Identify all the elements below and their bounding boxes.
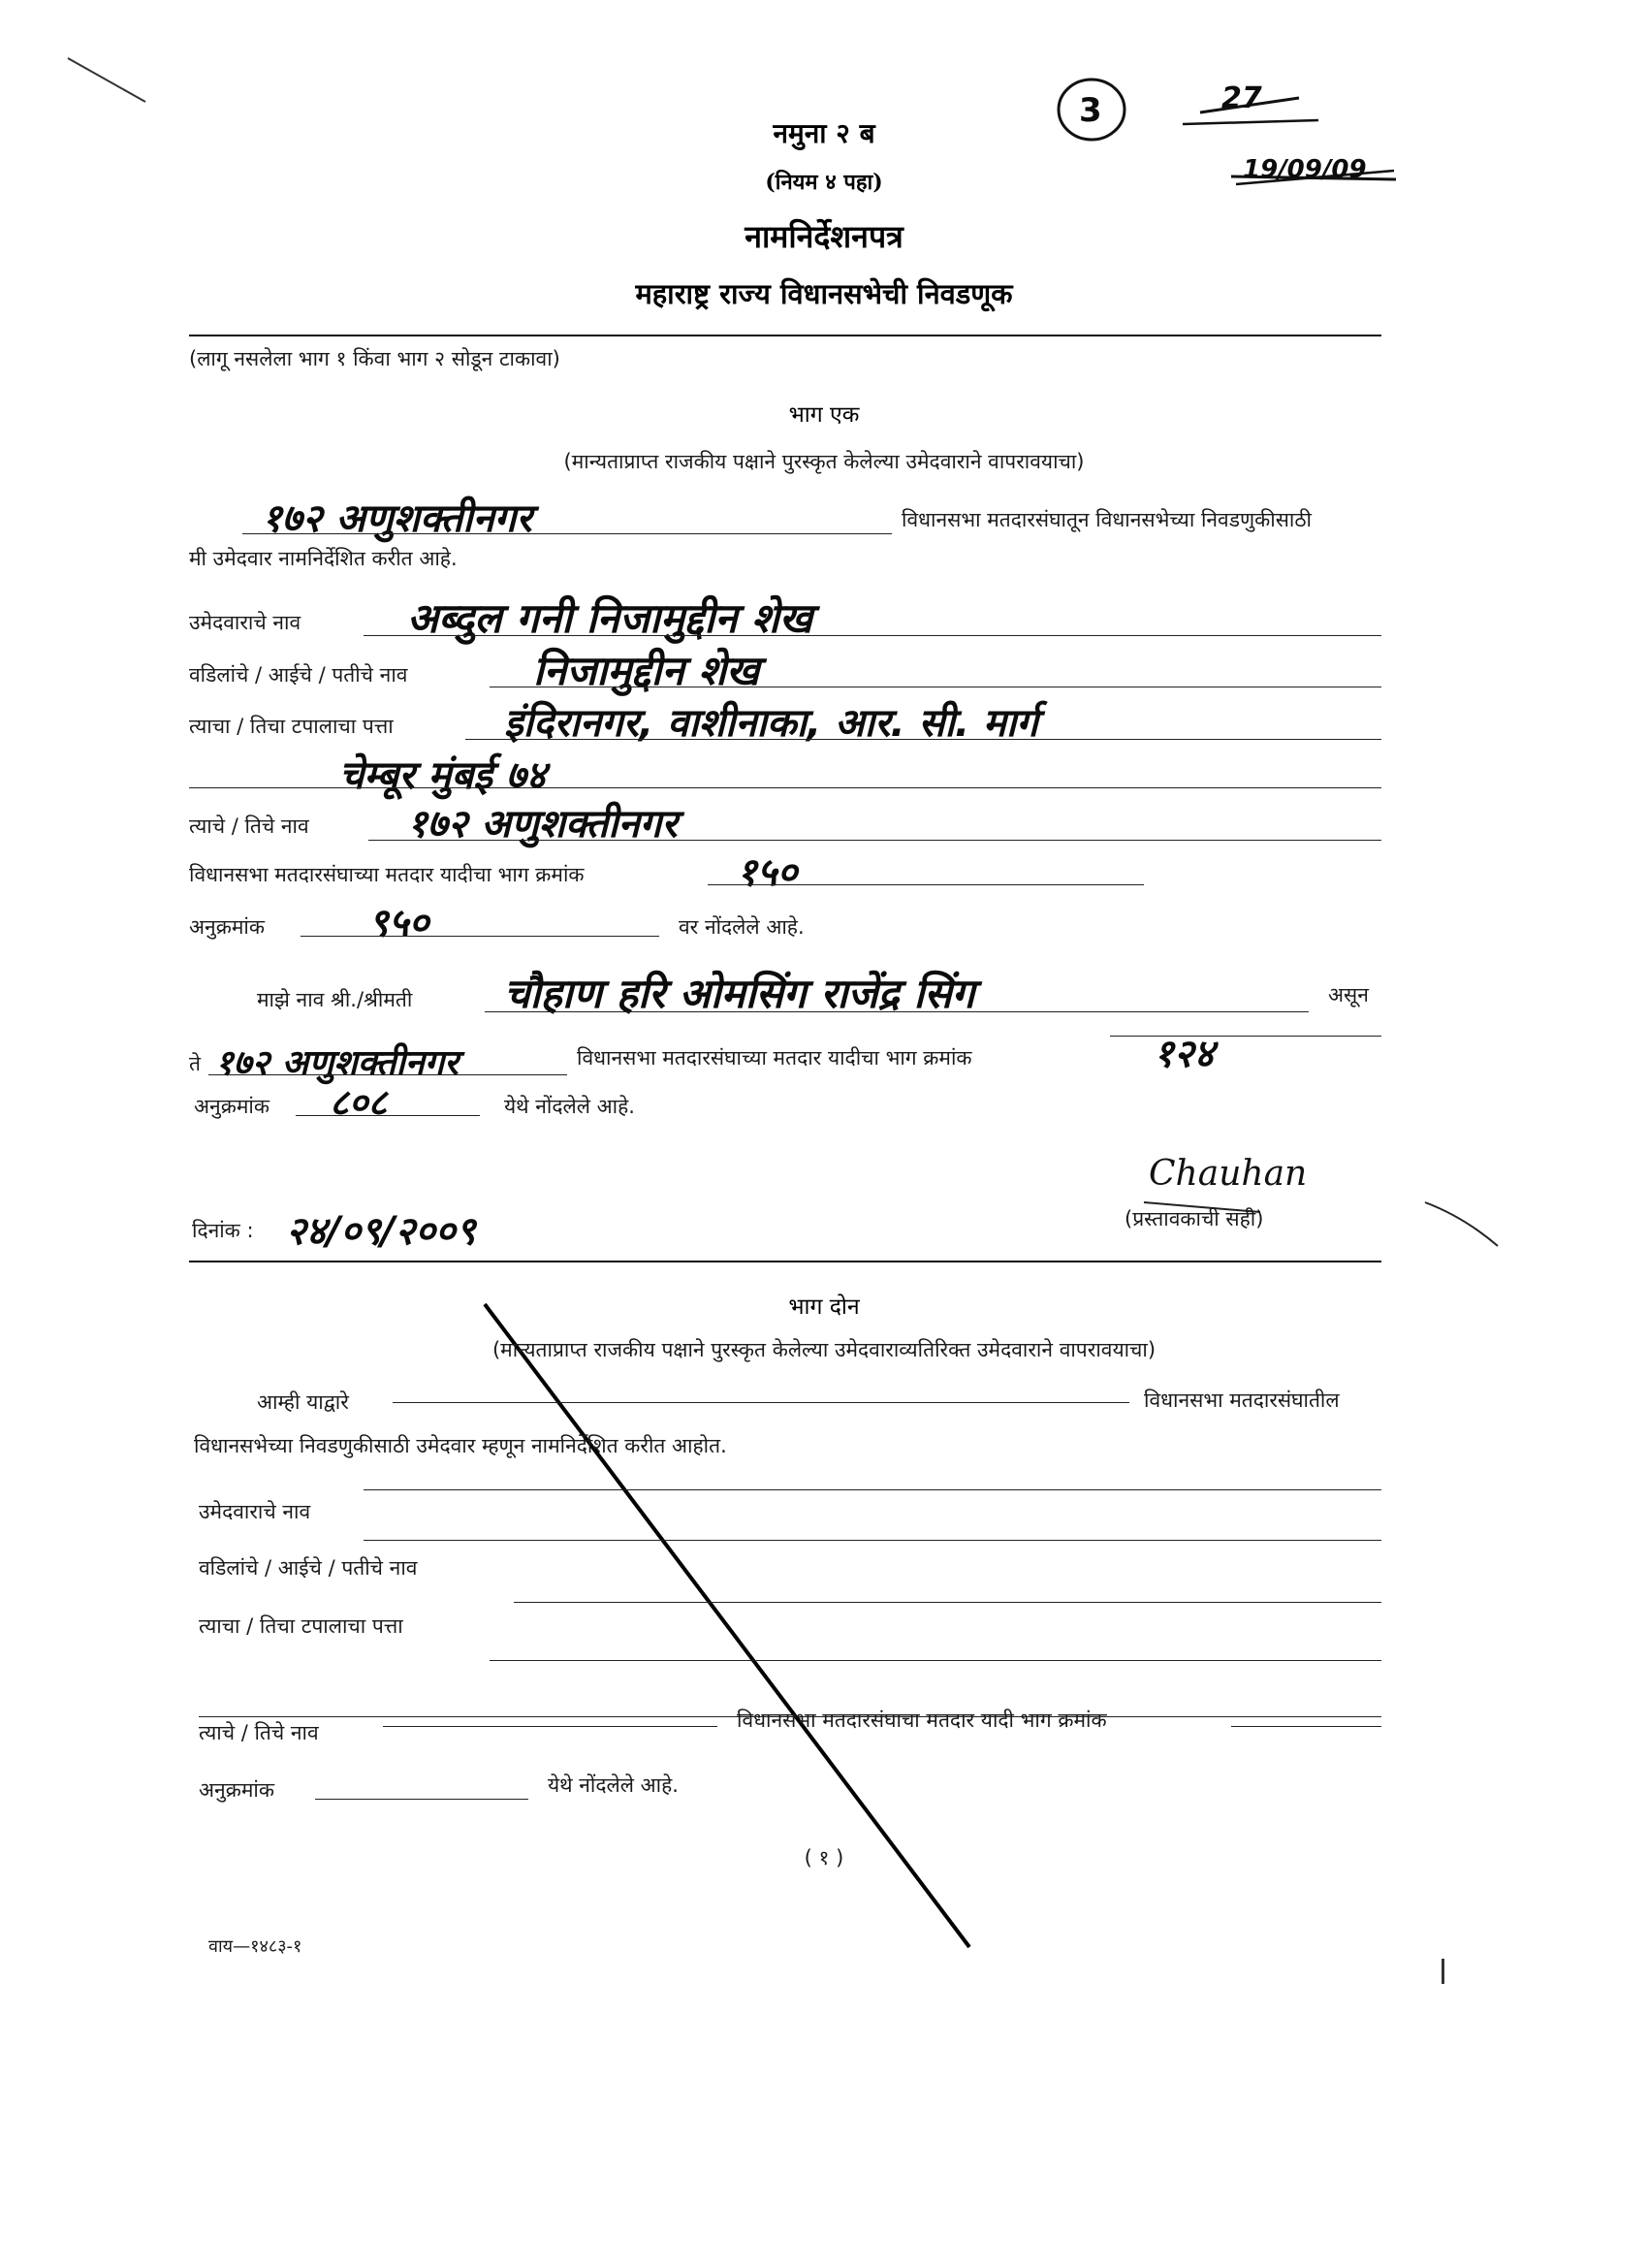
election-title: महाराष्ट्र राज्य विधानसभेची निवडणूक bbox=[635, 277, 1013, 310]
name-value: १७२ अणुशक्तीनगर bbox=[407, 802, 678, 847]
part-two-address-label: त्याचा / तिचा टपालाचा पत्ता bbox=[199, 1614, 403, 1638]
part-two-nominate-text: विधानसभेच्या निवडणुकीसाठी उमेदवार म्हणून नामनिर्देशित करीत आहोत. bbox=[194, 1434, 727, 1457]
corner-stroke bbox=[68, 58, 145, 102]
name-label: त्याचे / तिचे नाव bbox=[189, 815, 309, 838]
we-hereby-text: आम्ही याद्वारे bbox=[257, 1390, 349, 1414]
proposer-name-value: चौहाण हरि ओमसिंग राजेंद्र सिंग bbox=[504, 970, 975, 1017]
part-one-heading: भाग एक bbox=[788, 402, 860, 428]
part-two-constituency-suffix: विधानसभा मतदारसंघातील bbox=[1144, 1389, 1340, 1412]
fill-line bbox=[465, 739, 1381, 740]
fill-line bbox=[208, 1074, 567, 1075]
fill-line bbox=[708, 884, 1144, 885]
fill-line bbox=[315, 1799, 528, 1800]
part-two-subheading: (मान्यताप्राप्त राजकीय पक्षाने पुरस्कृत केलेल्या उमेदवाराव्यतिरिक्त उमेदवाराने वापरावयाचा) bbox=[491, 1338, 1157, 1361]
proposer-serial-value: ८०८ bbox=[330, 1081, 388, 1124]
proposer-roll-value: १२४ bbox=[1154, 1032, 1215, 1076]
divider bbox=[189, 335, 1381, 336]
signature-caption: (प्रस्तावकाची सही) bbox=[1125, 1207, 1264, 1230]
nominate-text: मी उमेदवार नामनिर्देशित करीत आहे. bbox=[189, 547, 458, 570]
fill-line bbox=[242, 533, 892, 534]
part-one-subheading: (मान्यताप्राप्त राजकीय पक्षाने पुरस्कृत केलेल्या उमेदवाराने वापरावयाचा) bbox=[563, 450, 1085, 473]
address-label: त्याचा / तिचा टपालाचा पत्ता bbox=[189, 715, 394, 738]
scan-mark bbox=[1442, 1959, 1444, 1984]
proposer-prefix: माझे नाव श्री./श्रीमती bbox=[257, 988, 413, 1011]
document-title: नामनिर्देशनपत्र bbox=[745, 218, 903, 255]
serial-value: ९५० bbox=[368, 901, 429, 945]
fill-line bbox=[364, 1540, 1381, 1541]
divider bbox=[189, 1261, 1381, 1262]
address-line-1: इंदिरानगर, वाशीनाका, आर. सी. मार्ग bbox=[504, 701, 1038, 746]
proposer-registered: येथे नोंदलेले आहे. bbox=[504, 1095, 635, 1118]
proposer-serial-label: अनुक्रमांक bbox=[194, 1095, 269, 1118]
fill-line bbox=[1231, 1726, 1381, 1727]
candidate-name-value: अब्दुल गनी निजामुद्दीन शेख bbox=[407, 594, 813, 642]
instruction-text: (लागू नसलेला भाग १ किंवा भाग २ सोडून टाकावा) bbox=[189, 347, 560, 370]
side-stroke bbox=[1425, 1202, 1498, 1246]
part-two-roll-label: विधानसभा मतदारसंघाचा मतदार यादी भाग क्रमांक bbox=[737, 1709, 1107, 1732]
fill-line bbox=[383, 1726, 717, 1727]
part-two-candidate-label: उमेदवाराचे नाव bbox=[199, 1500, 311, 1523]
form-number: नमुना २ ब bbox=[773, 117, 875, 149]
date-label: दिनांक : bbox=[192, 1219, 254, 1242]
fill-line bbox=[490, 1660, 1381, 1661]
serial-label: अनुक्रमांक bbox=[189, 915, 265, 939]
fill-line bbox=[364, 1489, 1381, 1490]
rule-reference: (नियम ४ पहा) bbox=[765, 170, 883, 195]
part-two-serial-label: अनुक्रमांक bbox=[199, 1778, 274, 1802]
part-two-parent-label: वडिलांचे / आईचे / पतीचे नाव bbox=[199, 1556, 418, 1580]
part-two-name-label: त्याचे / तिचे नाव bbox=[199, 1721, 319, 1744]
fill-line bbox=[1110, 1036, 1381, 1037]
part-two-registered-text: येथे नोंदलेले आहे. bbox=[548, 1773, 679, 1797]
proposer-suffix: असून bbox=[1328, 983, 1369, 1006]
address-line-2: चेम्बूर मुंबई ७४ bbox=[339, 753, 547, 798]
registered-text: वर नोंदलेले आहे. bbox=[679, 915, 805, 939]
fill-line bbox=[393, 1402, 1129, 1403]
constituency-value: १७२ अणुशक्तीनगर bbox=[262, 496, 532, 541]
parent-name-value: निजामुद्दीन शेख bbox=[533, 647, 760, 694]
date-value: २४/०९/२००९ bbox=[286, 1209, 476, 1254]
fill-line bbox=[301, 936, 659, 937]
constituency-suffix: विधानसभा मतदारसंघातून विधानसभेच्या निवडणुकीसाठी bbox=[902, 508, 1312, 531]
parent-name-label: वडिलांचे / आईचे / पतीचे नाव bbox=[189, 663, 408, 687]
fill-line bbox=[368, 840, 1381, 841]
roll-part-value: १५० bbox=[737, 850, 798, 895]
fill-line bbox=[189, 787, 1381, 788]
print-code: वाय—१४८३-१ bbox=[208, 1936, 302, 1957]
candidate-name-label: उमेदवाराचे नाव bbox=[189, 611, 301, 634]
te-label: ते bbox=[189, 1052, 201, 1075]
roll-part-label: विधानसभा मतदारसंघाच्या मतदार यादीचा भाग क्रमांक bbox=[189, 863, 585, 886]
proposer-signature: Chauhan bbox=[1149, 1154, 1308, 1194]
struck-date: 19/09/09 bbox=[1243, 155, 1367, 184]
fill-line bbox=[514, 1602, 1381, 1603]
struck-number: 27 bbox=[1221, 81, 1262, 115]
fill-line bbox=[364, 635, 1381, 636]
circled-number: 3 bbox=[1079, 91, 1102, 130]
proposer-constituency-value: १७२ अणुशक्तीनगर bbox=[215, 1043, 459, 1083]
proposer-roll-label: विधानसभा मतदारसंघाच्या मतदार यादीचा भाग क्रमांक bbox=[577, 1046, 972, 1070]
page-number: ( १ ) bbox=[804, 1846, 844, 1869]
fill-line bbox=[296, 1115, 480, 1116]
part-two-heading: भाग दोन bbox=[788, 1294, 860, 1320]
fill-line bbox=[485, 1011, 1309, 1012]
